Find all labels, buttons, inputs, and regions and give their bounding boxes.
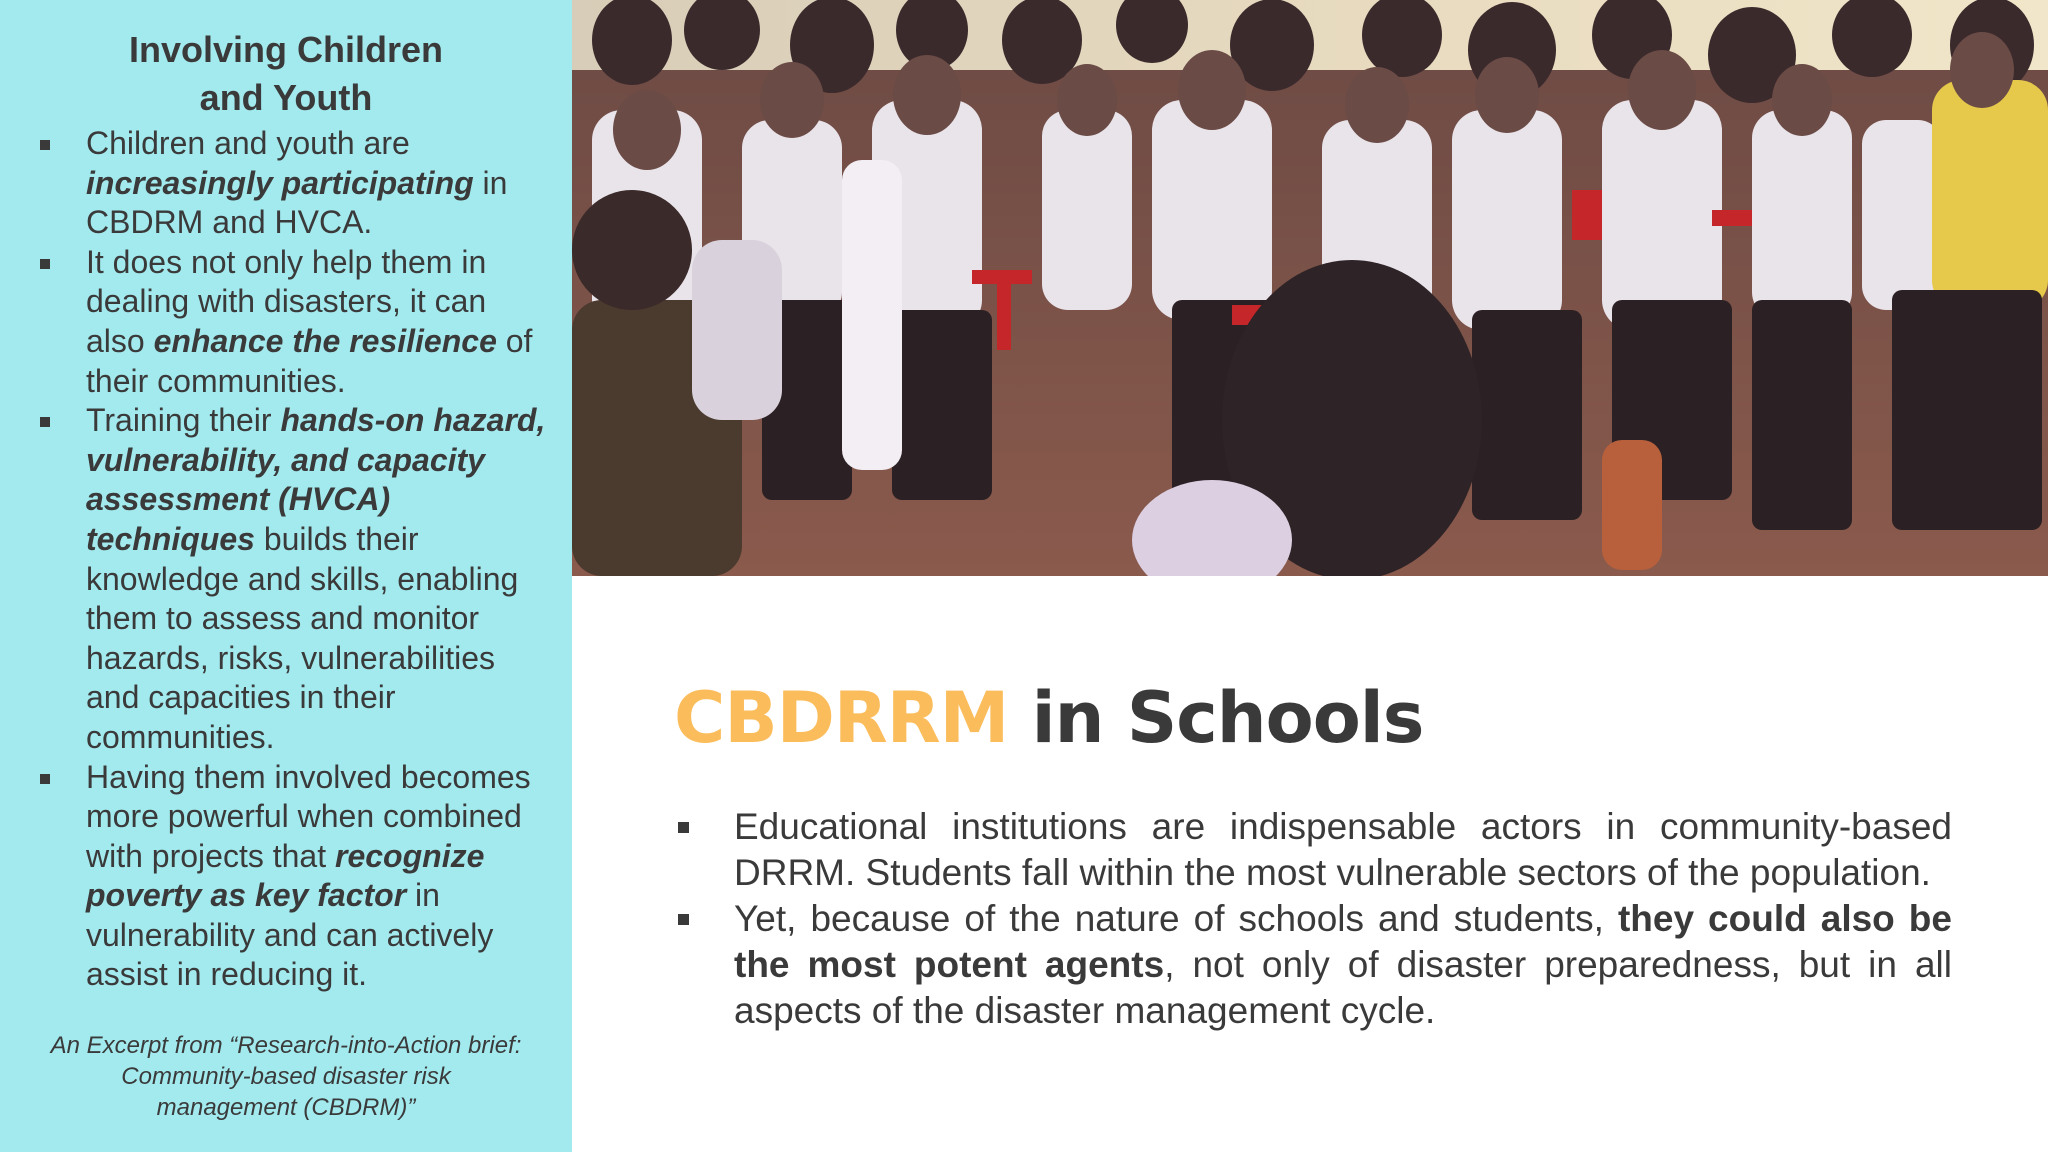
sidebar-bullet-item bbox=[36, 124, 550, 243]
bullet-text: of their communities. bbox=[86, 322, 533, 399]
sidebar-bullet-item bbox=[36, 243, 550, 401]
bullet-emphasis-text: they could also be the most potent agents bbox=[734, 898, 1952, 985]
main-bullet-list bbox=[674, 804, 1952, 1034]
bullet-square-icon bbox=[40, 140, 50, 150]
bullet-emphasis-text: recognize poverty as key factor bbox=[86, 837, 485, 914]
students-photo bbox=[572, 0, 2048, 576]
section-heading bbox=[674, 668, 1423, 768]
bullet-square-icon bbox=[40, 417, 50, 427]
sidebar-title: Involving Children and Youth bbox=[128, 29, 443, 118]
bullet-text: It does not only help them in dealing with disasters, it can also bbox=[86, 243, 487, 359]
bullet-text: Training their bbox=[86, 402, 281, 439]
bullet-text: Yet, because of the nature of schools and students, bbox=[734, 898, 1618, 939]
excerpt-citation: An Excerpt from “Research-into-Action brief: Community-based disaster risk management (CBDRM)” bbox=[50, 1032, 522, 1121]
bullet-text: Educational institutions are indispensable actors in community-based DRRM. Students fall within the most vulnerable sectors of the population. bbox=[734, 806, 1952, 893]
sidebar-bullet-item bbox=[36, 401, 550, 757]
bullet-emphasis-text: enhance the resilience bbox=[153, 322, 497, 359]
bullet-square-icon bbox=[40, 259, 50, 269]
students-photo-image bbox=[572, 0, 2048, 576]
sidebar-bullet-item bbox=[36, 758, 550, 996]
bullet-text: in vulnerability and can actively assist in reducing it. bbox=[86, 877, 494, 993]
sidebar-bullet-list bbox=[36, 124, 550, 995]
bullet-square-icon bbox=[678, 914, 689, 925]
bullet-text: in CBDRM and HVCA. bbox=[86, 164, 508, 241]
bullet-text: Having them involved becomes more powerful when combined with projects that bbox=[86, 758, 531, 874]
bullet-text: builds their knowledge and skills, enabling them to assess and monitor hazards, risks, vulnerabilities and capacities in their communities. bbox=[86, 520, 519, 755]
heading-accent: CBDRRM bbox=[674, 677, 1009, 759]
main-bullet-item bbox=[674, 804, 1952, 896]
main-bullet-item bbox=[674, 896, 1952, 1034]
bullet-square-icon bbox=[678, 822, 689, 833]
bullet-square-icon bbox=[40, 774, 50, 784]
heading-rest: in Schools bbox=[1008, 677, 1424, 759]
sidebar-panel bbox=[0, 0, 572, 1152]
bullet-text: , not only of disaster preparedness, but in all aspects of the disaster management cycle. bbox=[734, 944, 1952, 1031]
bullet-emphasis-text: hands-on hazard, vulnerability, and capacity assessment (HVCA) techniques bbox=[86, 402, 546, 557]
bullet-text: Children and youth are bbox=[86, 125, 410, 161]
bullet-emphasis-text: increasingly participating bbox=[86, 164, 474, 201]
